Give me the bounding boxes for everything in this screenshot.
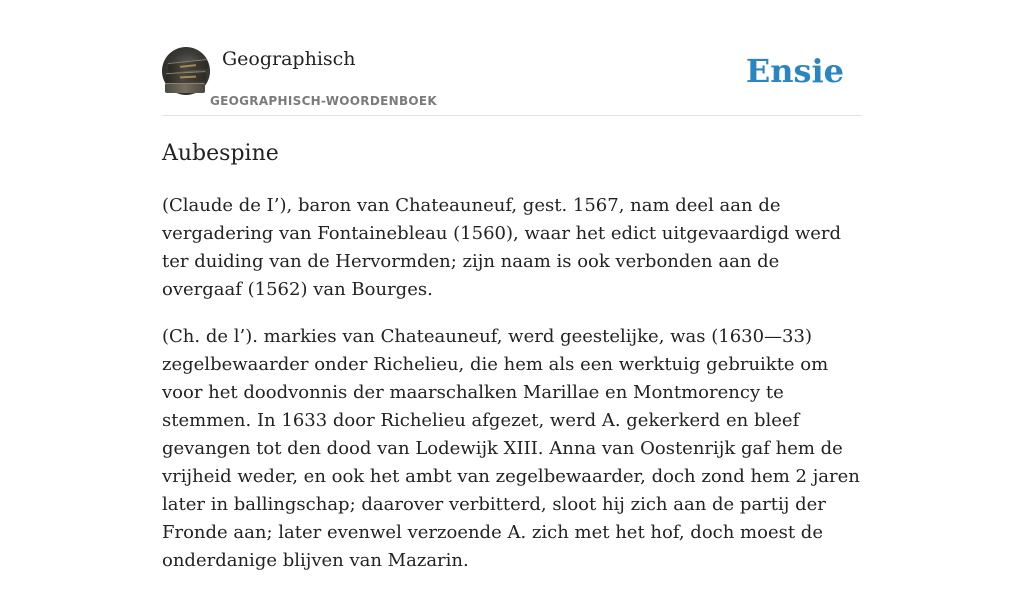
book-image-part — [165, 83, 205, 93]
ensie-logo[interactable]: Ensie — [745, 52, 844, 90]
avatar[interactable] — [162, 47, 210, 95]
article-body — [162, 192, 862, 594]
article-paragraph: (Claude de I’), baron van Chateauneuf, gest. 1567, nam deel aan de vergadering van Fontainebleau (1560), waar het edict uitgevaardigd werd ter duiding van de Hervormden; zijn naam is ook verbonden aan de overgaaf (1562) van Bourges. — [162, 195, 842, 300]
site-title[interactable]: Geographisch — [222, 48, 356, 70]
article-paragraph: (Ch. de l’). markies van Chateauneuf, werd geestelijke, was (1630—33) zegelbewaarder onder Richelieu, die hem als een werktuig gebruikte om voor het doodvonnis der maarschalken Marillae en Montmorency te stemmen. In 1633 door Richelieu afgezet, werd A. gekerkerd en bleef gevangen tot den dood van Lodewijk XIII. Anna van Oostenrijk gaf hem de vrijheid weder, en ook het ambt van zegelbewaarder, doch zond hem 2 jaren later in ballingschap; daarover verbitterd, sloot hij zich aan de partij der Fronde aan; later evenwel verzoende A. zich met het hof, doch moest de onderdanige blijven van Mazarin. — [162, 326, 860, 571]
header — [162, 46, 862, 116]
article-title: Aubespine — [162, 141, 279, 166]
site-subtitle[interactable]: GEOGRAPHISCH-WOORDENBOEK — [210, 94, 437, 108]
